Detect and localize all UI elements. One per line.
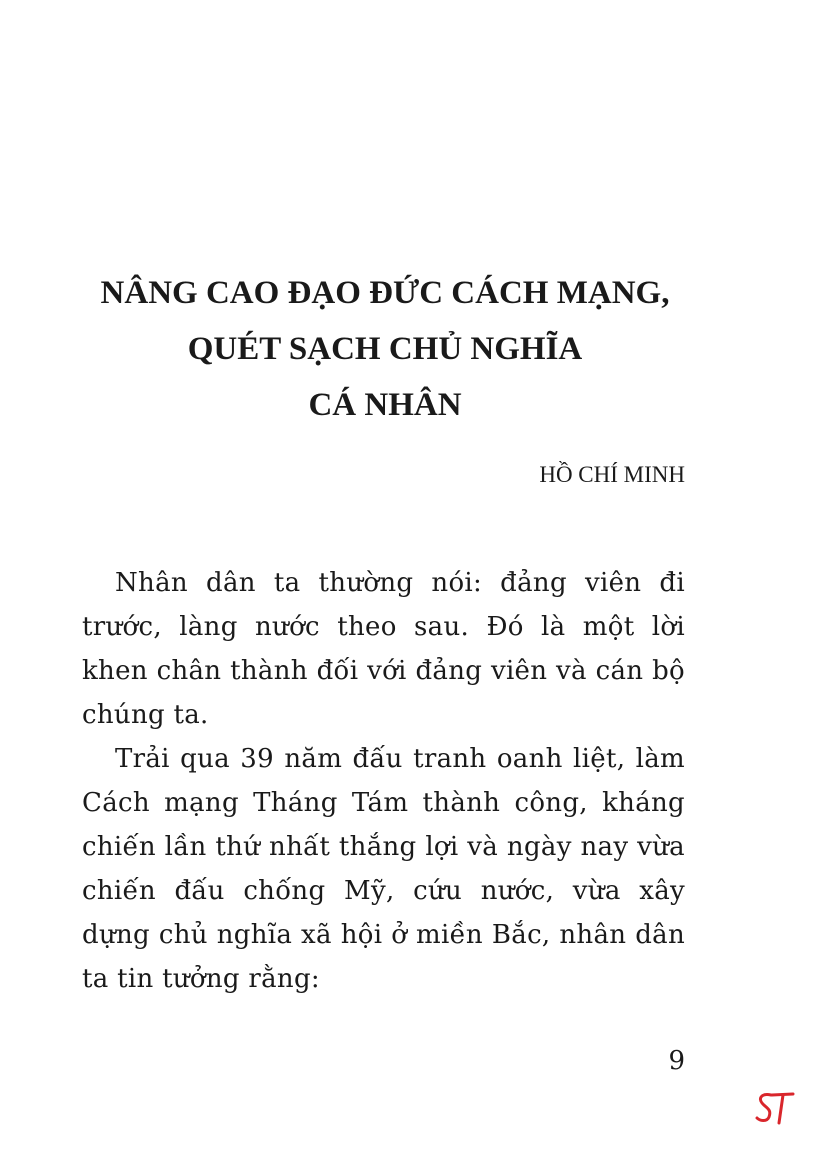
title-line-3: CÁ NHÂN xyxy=(308,387,462,423)
title-line-2: QUÉT SẠCH CHỦ NGHĨA xyxy=(187,331,583,367)
article-body xyxy=(82,561,685,1001)
paragraph-1: Nhân dân ta thường nói: đảng viên đi trước, làng nước theo sau. Đó là một lời khen chân thành đối với đảng viên và cán bộ chúng ta. xyxy=(82,568,685,730)
author-name: HỒ CHÍ MINH xyxy=(539,462,685,487)
title-line-1: NÂNG CAO ĐẠO ĐỨC CÁCH MẠNG, xyxy=(100,275,670,311)
publisher-logo-icon xyxy=(754,1087,796,1129)
article-title xyxy=(60,265,710,433)
page-number: 9 xyxy=(668,1046,685,1076)
paragraph-2: Trải qua 39 năm đấu tranh oanh liệt, làm Cách mạng Tháng Tám thành công, kháng chiến lần thứ nhất thắng lợi và ngày nay vừa chiến đấu chống Mỹ, cứu nước, vừa xây dựng chủ nghĩa xã hội ở miền Bắc, nhân dân ta tin tưởng rằng: xyxy=(82,744,685,994)
